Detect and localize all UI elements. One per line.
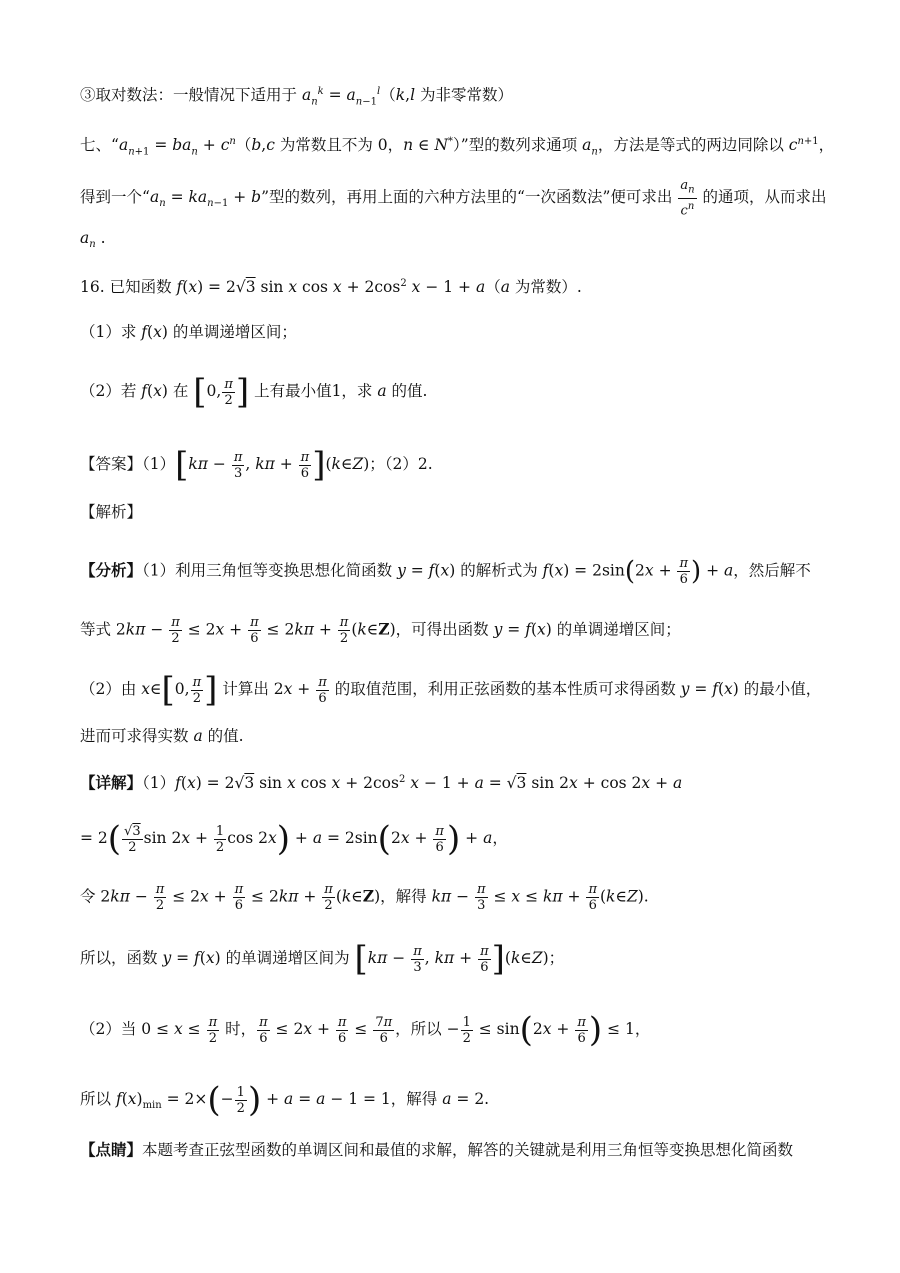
text-8 [80,448,81,449]
line-12: （2）由 x∈[0, $\frac{\pi}{2}$ ] 计算出 2x + $\frac{\pi}{6}$ 的取值范围，利用正弦函数的基本性质可求得函数 y = f(x) 的最小值， [80,670,822,710]
text-14 [80,770,81,771]
line-4: $a_n$ . [80,229,106,251]
text-17 [80,942,81,943]
line-13: 进而可求得实数 a 的值. [80,727,244,745]
text-15 [80,822,81,823]
text-13 [80,726,81,727]
text-16 [80,882,81,883]
text-3 [80,178,81,179]
line-17: 所以，函数 y = f(x) 的单调递增区间为 [kπ − $\frac{\pi}{3}$ , kπ + $\frac{\pi}{6}$ ](k∈Z)； [80,939,565,979]
line-8: 【答案】（1）[kπ − $\frac{\pi}{3}$ , kπ + $\frac{\pi}{6}$ ](k∈Z)；（2）2. [80,445,433,485]
text-10 [80,556,81,557]
line-2: 七、“$a_{n+1} = ba_n + c^n(b,c$ 为常数且不为 0，n ∈ N*）”型的数列求通项 $a_n$，方法是等式的两边同除以 $c^{n+1}$， [80,132,834,162]
line-5: 16. 已知函数 f(x) = 2√3 sin x $\cos x + 2\cos^2$ x − 1 + a（a 为常数）. [80,274,582,297]
line-9 [80,502,142,522]
text-12 [80,673,81,674]
text-5 [80,274,81,275]
line-10: 【分析】（1）利用三角恒等变换思想化简函数 y = f(x) 的解析式为 f(x) = 2sin(2x + $\frac{\pi}{6}$ ) + a，然后解不 [80,556,811,587]
line-16: 令 2kπ − $\frac{\pi}{2}$ ≤ 2x + $\frac{\pi}{6}$ ≤ 2kπ + $\frac{\pi}{2}$ (k∈Z)，解得 kπ − $\frac{\pi}{3}$ ≤ x ≤ kπ + $\frac{\pi}{6}$ (k∈Z). [80,882,649,913]
text-19 [80,1083,81,1084]
text-2 [80,132,81,133]
line-14: 【详解】（1）f(x) = 2√3 sin x $\cos x + 2\cos^2$ x − 1 + a = √3 sin 2x + cos 2x + a [80,770,682,793]
text-4 [80,228,81,229]
line-1: ③取对数法：一般情况下适用于 $a_n^k = a_{n-1}^l(k,l$ 为非零常数） [80,82,513,112]
line-6: （1）求 f(x) 的单调递增区间； [80,323,297,341]
line-7: （2）若 f(x) 在 [0, $\frac{\pi}{2}$ ] 上有最小值1，求 a 的值. [80,372,428,412]
text-1 [80,82,81,83]
text-11 [80,615,81,616]
line-15: = 2( $\frac{√3}{2}$ sin 2x + $\frac{1}{2}$ cos 2x) + a = 2sin(2x + $\frac{\pi}{6}$ ) + a， [80,819,508,859]
line-11: 等式 2kπ − $\frac{\pi}{2}$ ≤ 2x + $\frac{\pi}{6}$ ≤ 2kπ + $\frac{\pi}{2}$ (k∈Z)，可得出函数 y = f(x) 的单调递增区间； [80,615,681,646]
text-6 [80,322,81,323]
text-7 [80,375,81,376]
line-20: 【点睛】本题考查正弦型函数的单调区间和最值的求解，解答的关键就是利用三角恒等变换思想化简函数 [80,1140,794,1159]
line-3: 得到一个“$a_n = ka_{n-1} + b$”型的数列，再用上面的六种方法里的“一次函数法”便可求出 $\frac{a_n}{c^n}$ 的通项，从而求出 [80,178,827,218]
line-19: 所以 $f(x)_{min} = 2\times(-$ $\frac{1}{2}$ ) + a = a − 1 = 1，解得 a = 2. [80,1080,490,1120]
text-20 [80,1140,81,1141]
text-9: 【解析】 [80,503,143,521]
text-18 [80,1013,81,1014]
line-18: （2）当 0 ≤ x ≤ $\frac{\pi}{2}$ 时， $\frac{\pi}{6}$ ≤ 2x + $\frac{\pi}{6}$ ≤ $\frac{7\pi}{6}$ ，所以 − $\frac{1}{2}$ ≤ sin(2x + $\frac{\pi}{6}$ ) ≤ 1， [80,1010,651,1050]
